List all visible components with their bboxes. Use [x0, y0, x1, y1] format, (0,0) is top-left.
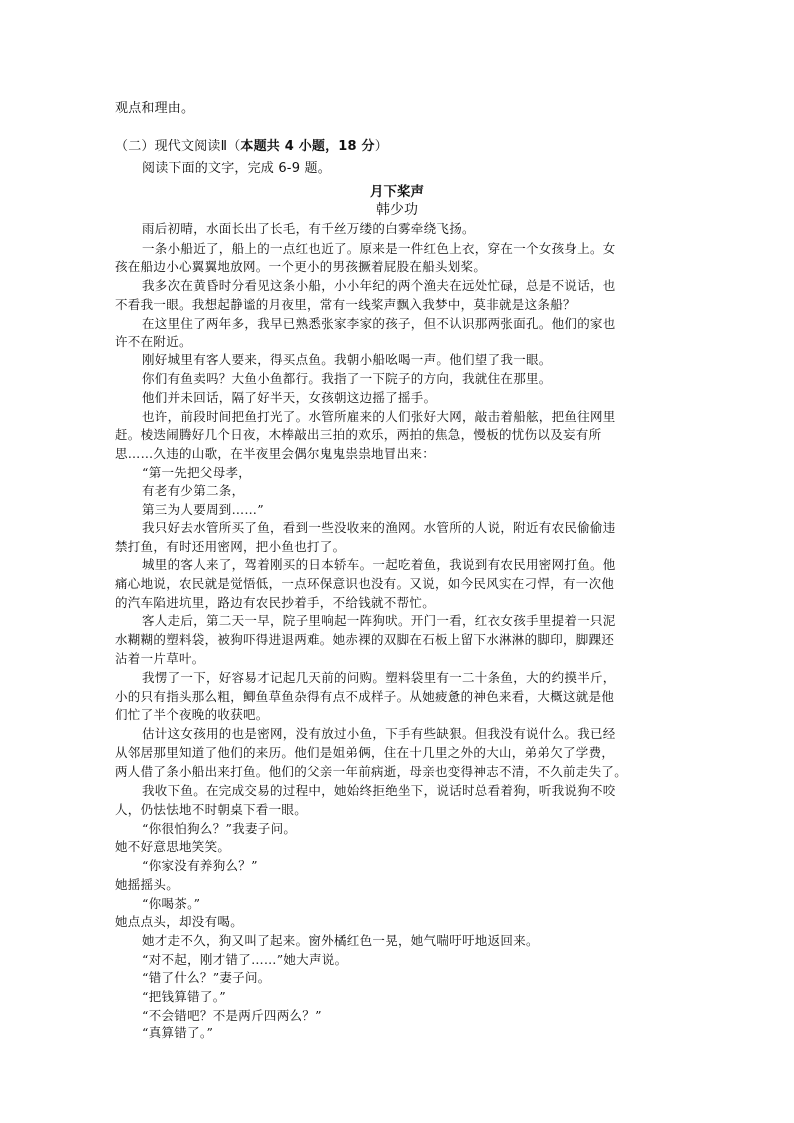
article-line: 她才走不久，狗又叫了起来。窗外橘红色一晃，她气喘吁吁地返回来。: [142, 933, 539, 948]
article-line: “你很怕狗么？”我妻子问。: [142, 821, 297, 836]
article-line: “对不起，刚才错了……”她大声说。: [142, 952, 348, 967]
article-line: “真算错了。”: [142, 1025, 214, 1041]
article-line: 赶。棱迭闹腾好几个日夜，木棒敲出三拍的欢乐，两拍的焦急，慢板的忧伤以及妄有所: [115, 427, 602, 442]
article-line: 许不在附近。: [115, 334, 192, 349]
section-heading: [115, 138, 388, 156]
article-line: 一条小船近了，船上的一点红也近了。原来是一件红色上衣，穿在一个女孩身上。女: [142, 241, 616, 256]
article-line: “把钱算错了。”: [142, 989, 226, 1004]
article-line: 痛心地说，农民就是觉悟低，一点环保意识也没有。又说，如今民风实在刁悍，有一次他: [115, 576, 615, 591]
article-line: 你们有鱼卖吗？大鱼小鱼都行。我指了一下院子的方向，我就住在那里。: [142, 371, 552, 386]
article-line: 人，仍怯怯地不时朝桌下看一眼。: [115, 802, 308, 817]
article-line: 我多次在黄昏时分看见这条小船，小小年纪的两个渔夫在远处忙碌，总是不说话，也: [142, 278, 616, 293]
article-line: 小的只有指头那么粗，鲫鱼草鱼杂得有点不成样子。从她疲惫的神色来看，大概这就是他: [115, 689, 615, 704]
article-line: 不看我一眼。我想起静谧的月夜里，常有一线桨声飘入我梦中，莫非就是这条船？: [115, 297, 576, 312]
section-heading-score: 本题共 4 小题，18 分: [240, 139, 375, 154]
article-line: 她不好意思地笑笑。: [115, 839, 231, 854]
article-line: 我只好去水管所买了鱼，看到一些没收来的渔网。水管所的人说，附近有农民偷偷违: [142, 520, 616, 535]
article-line: 禁打鱼，有时还用密网，把小鱼也打了。: [115, 539, 346, 554]
article-line: 估计这女孩用的也是密网，没有放过小鱼，下手有些缺狠。但我没有说什么。我已经: [142, 726, 616, 741]
article-line: 雨后初晴，水面长出了长毛，有千丝万缕的白雾牵绕飞扬。: [142, 221, 475, 236]
article-line: 刚好城里有客人要来，得买点鱼。我朝小船吆喝一声。他们望了我一眼。: [142, 352, 552, 367]
previous-question-fragment: 观点和理由。: [115, 101, 195, 116]
article-line: 两人借了条小船出来打鱼。他们的父亲一年前病逝，母亲也变得神志不清，不久前走失了。: [115, 764, 628, 779]
article-title: 月下桨声: [370, 184, 424, 200]
article-line: “不会错吧？不是两斤四两么？”: [142, 1008, 322, 1023]
article-line: 沾着一片草叶。: [115, 651, 205, 666]
article-line: 孩在船边小心翼翼地放网。一个更小的男孩撅着屁股在船头划桨。: [115, 259, 487, 274]
article-line: 水糊糊的塑料袋，被狗吓得进退两难。她赤裸的双脚在石板上留下水淋淋的脚印，脚踝还: [115, 632, 615, 647]
article-line: 我收下鱼。在完成交易的过程中，她始终拒绝坐下，说话时总看着狗，听我说狗不咬: [142, 783, 616, 798]
article-line: “第一先把父母孝，: [142, 465, 252, 480]
article-line: “你家没有养狗么？”: [142, 858, 258, 873]
article-line: 客人走后，第二天一早，院子里响起一阵狗吠。开门一看，红衣女孩手里提着一只泥: [142, 613, 616, 628]
article-line: 从邻居那里知道了他们的来历。他们是姐弟俩，住在十几里之外的大山，弟弟欠了学费，: [115, 745, 615, 760]
article-author: 韩少功: [376, 202, 418, 218]
article-line: 她点点头，却没有喝。: [115, 914, 244, 929]
article-line: 有老有少第二条，: [142, 483, 245, 498]
article-line: “错了什么？”妻子问。: [142, 970, 271, 985]
section-heading-suffix: ）: [374, 139, 388, 154]
article-line: 城里的客人来了，驾着刚买的日本轿车。一起吃着鱼，我说到有农民用密网打鱼。他: [142, 557, 616, 572]
article-line: “你喝茶。”: [142, 896, 201, 911]
article-line: 的汽车陷进坑里，路边有农民抄着手，不给钱就不帮忙。: [115, 595, 436, 610]
article-line: 也许，前段时间把鱼打光了。水管所雇来的人们张好大网，敲击着船舷，把鱼往网里: [142, 409, 616, 424]
article-line: 第三为人要周到……”: [142, 502, 264, 517]
section-heading-prefix: （二）现代文阅读Ⅱ（: [115, 139, 241, 154]
article-line: 在这里住了两年多，我早已熟悉张家李家的孩子，但不认识那两张面孔。他们的家也: [142, 316, 616, 331]
article-line: 我愣了一下，好容易才记起几天前的问购。塑料袋里有一二十条鱼，大的约摸半斤，: [142, 670, 616, 685]
section-instruction: 阅读下面的文字，完成 6-9 题。: [142, 161, 331, 176]
article-line: 她摇摇头。: [115, 877, 180, 892]
article-line: 们忙了半个夜晚的收获吧。: [115, 707, 269, 722]
article-line: 思……久违的山歌，在半夜里会偶尔鬼鬼祟祟地冒出来：: [115, 446, 436, 461]
article-line: 他们并未回话，隔了好半天，女孩朝这边摇了摇手。: [142, 390, 437, 405]
